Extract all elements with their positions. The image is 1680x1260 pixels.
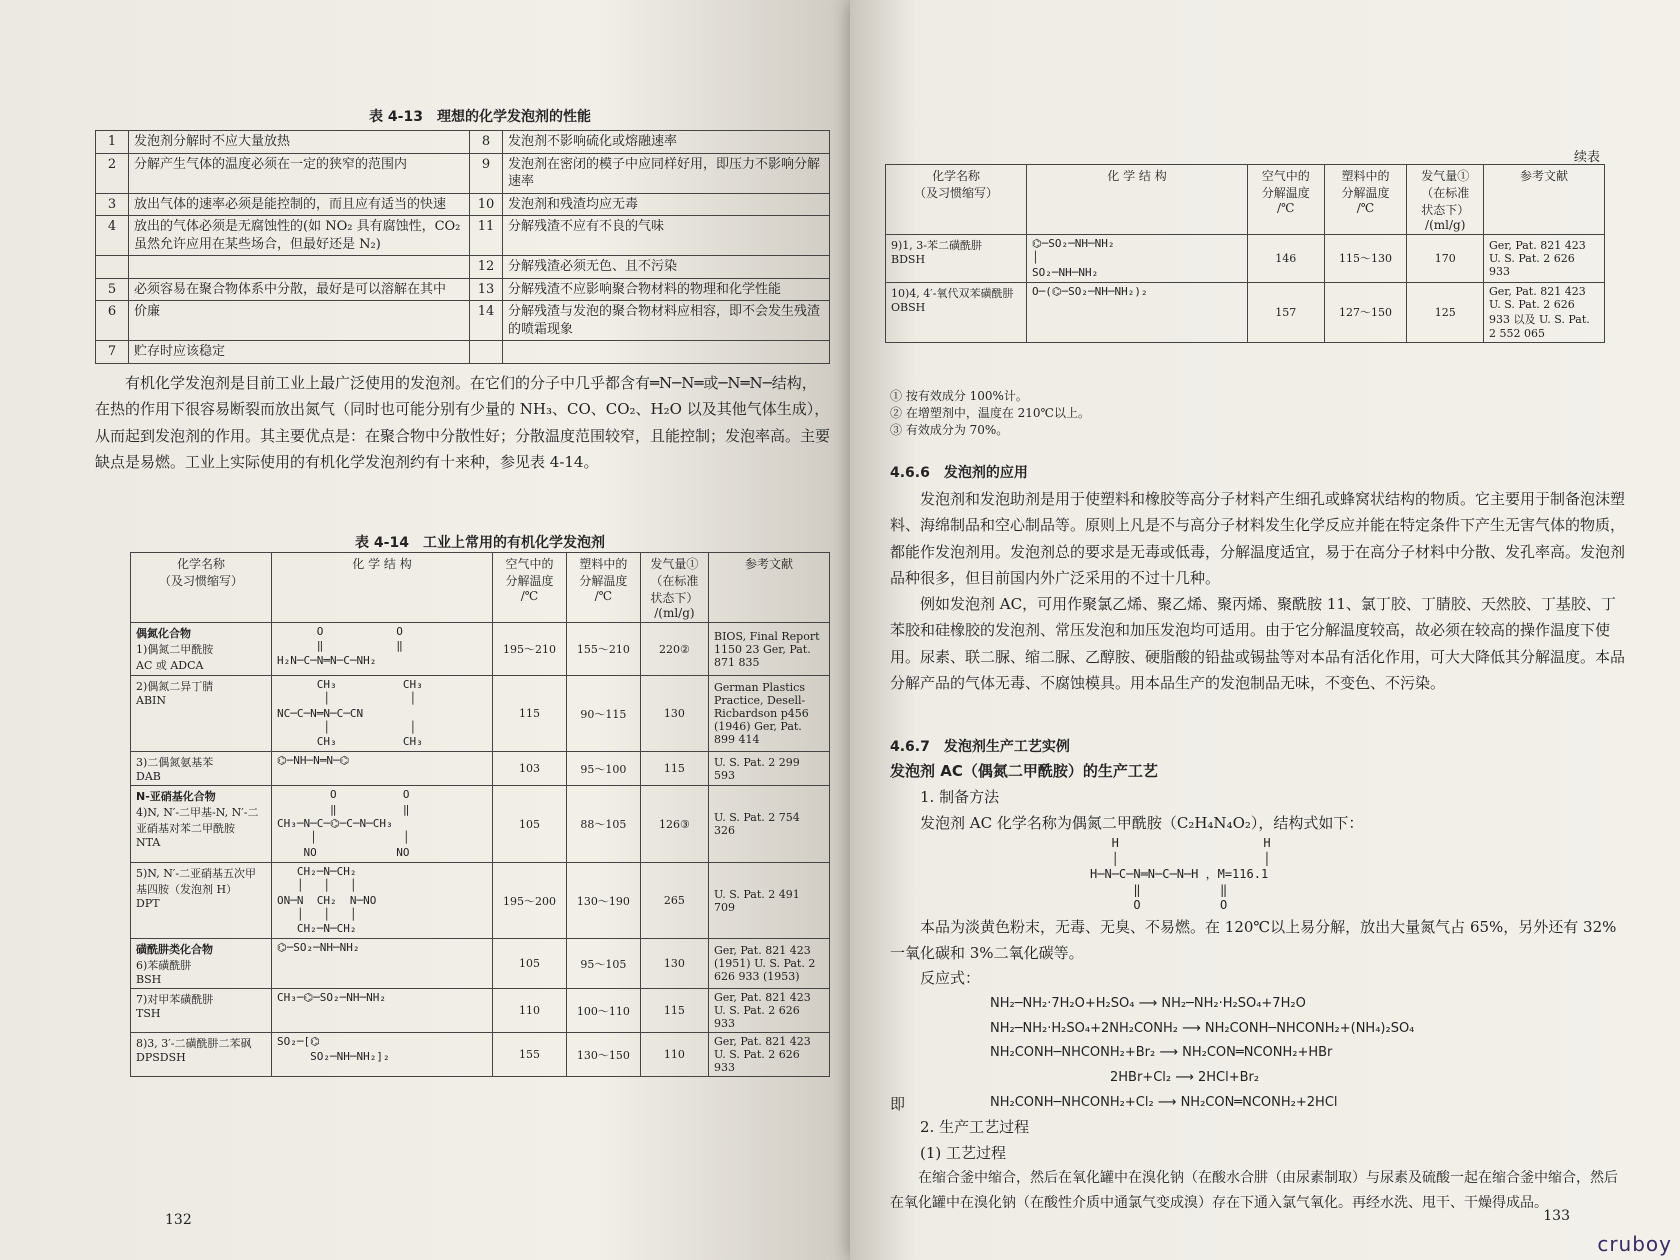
chemical-structure: ⌬─SO₂─NH─NH₂ │ SO₂─NH─NH₂ [1027,235,1248,283]
process-paragraph: 在缩合釜中缩合，然后在氧化罐中在溴化钠（在酸水合肼（由尿素制取）与尿素及硫酸一起在缩合釜中缩合，然后在氧化罐中在溴化钠（在酸性介质中通氯气变成溴）存在下通入氯气氧化。再经水洗、甩干、干燥得成品。 [890,1170,1618,1211]
section-4-6-7 [890,732,1630,1215]
table-4-13-caption: 表 4-13 理想的化学发泡剂的性能 [369,109,591,125]
table-4-13-row [96,301,830,341]
property-text [129,256,470,279]
table-4-13-row [96,341,830,364]
reference: U. S. Pat. 2 491 709 [709,862,830,938]
compound-row [131,939,830,989]
section-4-6-6-heading: 4.6.6 发泡剂的应用 [890,465,1028,481]
chemical-structure: O─(⌬─SO₂─NH─NH₂)₂ [1027,282,1248,342]
column-header: 化学名称 （及习惯缩写） [131,553,272,623]
compound-name: 10)4, 4′-氧代双苯磺酰肼 OBSH [891,286,1014,314]
reference: Ger, Pat. 821 423 U. S. Pat. 2 626 933 [709,1033,830,1077]
plastic-decomposition-temp: 90～115 [566,676,640,752]
property-text: 贮存时应该稳定 [129,341,470,364]
ji-label: 即 [890,1094,906,1113]
chemical-structure: ⌬─SO₂─NH─NH₂ [272,939,493,989]
compound-name: 3)二偶氮氨基苯 DAB [136,756,214,784]
column-header: 参考文献 [709,553,830,623]
note-3: ③ 有效成分为 70%。 [890,422,1009,437]
compound-name-cell [131,939,272,989]
row-number: 8 [470,131,503,154]
ac-structural-formula: H H │ │ H─N─C─N═N─C─N─H ，M=116.1 ‖ ‖ O O [1090,836,1271,913]
chemical-structure: SO₂─[⌬ SO₂─NH─NH₂]₂ [272,1033,493,1077]
column-header: 塑料中的 分解温度 /℃ [1324,165,1407,235]
compound-name: 6)苯磺酰肼 BSH [136,959,192,987]
reference: Ger, Pat. 821 423 U. S. Pat. 2 626 933 [1484,235,1605,283]
property-text: 发泡剂不影响硫化或熔融速率 [503,131,830,154]
chemical-structure: ⌬─NH─N═N─⌬ [272,752,493,786]
compound-name-cell [131,623,272,676]
property-text: 分解残渣不应有不良的气味 [503,216,830,256]
formula-intro: 发泡剂 AC 化学名称为偶氮二甲酰胺（C₂H₄N₄O₂），结构式如下： [920,813,1364,832]
table-4-13-row [96,216,830,256]
column-header: 塑料中的 分解温度 /℃ [566,553,640,623]
property-text: 发泡剂分解时不应大量放热 [129,131,470,154]
plastic-decomposition-temp: 88～105 [566,786,640,862]
reference: U. S. Pat. 2 754 326 [709,786,830,862]
property-text: 放出的气体必须是无腐蚀性的(如 NO₂ 具有腐蚀性，CO₂ 虽然允许应用在某些场合，但最好还是 N₂) [129,216,470,256]
chemical-structure: CH₃─⌬─SO₂─NH─NH₂ [272,989,493,1033]
reference: German Plastics Practice, Desell-Ricbardson p456 (1946) Ger, Pat. 899 414 [709,676,830,752]
column-header: 发气量① （在标准 状态下） /(ml/g) [640,553,708,623]
property-text: 分解产生气体的温度必须在一定的狭窄的范围内 [129,153,470,193]
reaction-label: 反应式： [920,969,981,988]
compound-name-cell [131,752,272,786]
chemical-structure: CH₃ CH₃ │ │ NC─C─N═N─C─CN │ │ CH₃ CH₃ [272,676,493,752]
compound-row [131,676,830,752]
row-number: 1 [96,131,129,154]
process-sub-1: (1) 工艺过程 [920,1143,1007,1162]
gas-volume: 115 [640,989,708,1033]
note-2: ② 在增塑剂中，温度在 210℃以上。 [890,405,1090,420]
gas-volume: 130 [640,939,708,989]
chemical-structure: O O ‖ ‖ H₂N─C─N═N─C─NH₂ [272,623,493,676]
intro-paragraph: 有机化学发泡剂是目前工业上最广泛使用的发泡剂。在它们的分子中几乎都含有═N─N═或─N═N─结构，在热的作用下很容易断裂而放出氮气（同时也可能分别有少量的 NH₃、CO、CO₂、H₂O 以及其他气体生成），从而起到发泡剂的作用。其主要优点是：在聚合物中分散性好；分散温度范围较窄，且能控制；发泡率高。主要缺点是易燃。工业上实际使用的有机化学发泡剂约有十来种，参见表 4-14。 [95,374,831,471]
note-1: ① 按有效成分 100%计。 [890,389,1028,403]
method-title: 1. 制备方法 [920,788,1000,806]
continued-label: 续表 [1573,150,1600,165]
air-decomposition-temp: 110 [493,989,567,1033]
compound-name: 4)N, N′-二甲基-N, N′-二亚硝基对苯二甲酰胺 NTA [136,806,259,850]
properties-paragraph: 本品为淡黄色粉末，无毒、无臭、不易燃。在 120℃以上易分解，放出大量氮气占 65%，另外还有 32%一氧化碳和 3%二氧化碳等。 [890,917,1617,963]
compound-name-cell [131,862,272,938]
property-text: 发泡剂在密闭的模子中应同样好用，即压力不影响分解速率 [503,153,830,193]
compound-row [131,752,830,786]
watermark: cruboy [1597,1232,1672,1256]
reference: U. S. Pat. 2 299 593 [709,752,830,786]
table-4-14-caption: 表 4-14 工业上常用的有机化学发泡剂 [355,535,605,551]
plastic-decomposition-temp: 155～210 [566,623,640,676]
table-4-14 [130,552,830,1077]
air-decomposition-temp: 195～200 [493,862,567,938]
property-text: 发泡剂和残渣均应无毒 [503,193,830,216]
plastic-decomposition-temp: 127～150 [1324,282,1407,342]
gas-volume: 126③ [640,786,708,862]
gas-volume: 130 [640,676,708,752]
compound-category: 偶氮化合物 [136,627,191,640]
plastic-decomposition-temp: 130～190 [566,862,640,938]
equation-4: 2HBr+Cl₂ ⟶ 2HCl+Br₂ [1110,1070,1260,1086]
process-title: 2. 生产工艺过程 [920,1118,1030,1137]
table-4-13-row [96,131,830,154]
compound-row [886,235,1605,283]
row-number: 6 [96,301,129,341]
air-decomposition-temp: 103 [493,752,567,786]
table-4-13-row [96,256,830,279]
equation-5: NH₂CONH─NHCONH₂+Cl₂ ⟶ NH₂CON═NCONH₂+2HCl [990,1094,1338,1110]
property-text: 放出气体的速率必须是能控制的，而且应有适当的快速 [129,193,470,216]
row-number: 9 [470,153,503,193]
gas-volume: 115 [640,752,708,786]
column-header: 化 学 结 构 [272,553,493,623]
ac-process-subheading: 发泡剂 AC（偶氮二甲酰胺）的生产工艺 [890,762,1158,780]
gas-volume: 220② [640,623,708,676]
air-decomposition-temp: 195～210 [493,623,567,676]
reference: Ger, Pat. 821 423 (1951) U. S. Pat. 2 626 933 (1953) [709,939,830,989]
reference: Ger, Pat. 821 423 U. S. Pat. 2 626 933 以及 U. S. Pat. 2 552 065 [1484,282,1605,342]
section-4-6-6-para-2: 例如发泡剂 AC，可用作聚氯乙烯、聚乙烯、聚丙烯、聚酰胺 11、氯丁胶、丁腈胶、天然胶、丁基胶、丁苯胶和硅橡胶的发泡剂、常压发泡和加压发泡均可适用。由于它分解温度较高，故必须在较高的操作温度下使用。尿素、联二脲、缩二脲、乙醇胺、硬脂酸的铅盐或锡盐等对本品有活化作用，可大大降低其分解温度。本品分解产品的气体无毒、不腐蚀模具。用本品生产的发泡制品无味，不变色、不污染。 [890,595,1626,692]
property-text: 分解残渣不应影响聚合物材料的物理和化学性能 [503,278,830,301]
column-header: 空气中的 分解温度 /℃ [493,553,567,623]
compound-name: 8)3, 3′-二磺酰肼二苯砜 DPSDSH [136,1037,252,1065]
column-header: 化学名称 （及习惯缩写） [886,165,1027,235]
chemical-structure: O O ‖ ‖ CH₃─N─C─⌬─C─N─CH₃ │ │ NO NO [272,786,493,862]
compound-name: 2)偶氮二异丁腈 ABIN [136,680,214,707]
compound-name: 9)1, 3-苯二磺酰肼 BDSH [891,239,982,266]
compound-row [131,862,830,938]
column-header: 参考文献 [1484,165,1605,235]
gas-volume: 125 [1407,282,1484,342]
row-number: 10 [470,193,503,216]
gas-volume: 265 [640,862,708,938]
reaction-equations [990,992,1630,1091]
section-4-6-6 [890,458,1630,696]
table-4-13 [95,130,830,364]
column-header: 化 学 结 构 [1027,165,1248,235]
row-number: 12 [470,256,503,279]
compound-name-cell [131,989,272,1033]
plastic-decomposition-temp: 130～150 [566,1033,640,1077]
compound-name-cell [886,282,1027,342]
compound-name-cell [131,1033,272,1077]
row-number [470,341,503,364]
compound-row [131,1033,830,1077]
table-4-13-row [96,153,830,193]
air-decomposition-temp: 157 [1248,282,1325,342]
property-text: 分解残渣必须无色、且不污染 [503,256,830,279]
table-4-13-row [96,278,830,301]
section-4-6-7-heading: 4.6.7 发泡剂生产工艺实例 [890,739,1070,755]
compound-category: 磺酰肼类化合物 [136,943,213,957]
compound-row [886,282,1605,342]
compound-name-cell [131,676,272,752]
table-notes [890,388,1390,438]
row-number: 3 [96,193,129,216]
page-number-right: 133 [1543,1208,1570,1224]
column-header: 空气中的 分解温度 /℃ [1248,165,1325,235]
section-4-6-6-para-1: 发泡剂和发泡助剂是用于使塑料和橡胶等高分子材料产生细孔或蜂窝状结构的物质。它主要用于制备泡沫塑料、海绵制品和空心制品等。原则上凡是不与高分子材料发生化学反应并能在特定条件下产生无害气体的物质，都能作发泡剂用。发泡剂总的要求是无毒或低毒，分解温度适宜，易于在高分子材料中分散、发孔率高。发泡剂品种很多，但目前国内外广泛采用的不过十几种。 [890,490,1626,587]
gas-volume: 170 [1407,235,1484,283]
air-decomposition-temp: 146 [1248,235,1325,283]
right-page [850,0,1680,1260]
reference: BIOS, Final Report 1150 23 Ger, Pat. 871 835 [709,623,830,676]
chemical-structure: CH₂─N─CH₂ │ │ │ ON─N CH₂ N─NO │ │ │ CH₂─N─CH₂ [272,862,493,938]
air-decomposition-temp: 115 [493,676,567,752]
table-4-13-row [96,193,830,216]
plastic-decomposition-temp: 95～105 [566,939,640,989]
equation-2: NH₂─NH₂·H₂SO₄+2NH₂CONH₂ ⟶ NH₂CONH─NHCONH₂+(NH₄)₂SO₄ [990,1020,1415,1036]
plastic-decomposition-temp: 95～100 [566,752,640,786]
compound-name: 1)偶氮二甲酰胺 AC 或 ADCA [136,643,214,672]
row-number: 11 [470,216,503,256]
row-number: 14 [470,301,503,341]
page-number-left: 132 [165,1212,192,1228]
compound-row [131,786,830,862]
row-number: 13 [470,278,503,301]
plastic-decomposition-temp: 115～130 [1324,235,1407,283]
row-number: 2 [96,153,129,193]
gas-volume: 110 [640,1033,708,1077]
compound-name-cell [886,235,1027,283]
row-number [96,256,129,279]
plastic-decomposition-temp: 100～110 [566,989,640,1033]
reference: Ger, Pat. 821 423 U. S. Pat. 2 626 933 [709,989,830,1033]
property-text: 价廉 [129,301,470,341]
table-4-14-continued [885,164,1605,343]
column-header: 发气量① （在标准 状态下） /(ml/g) [1407,165,1484,235]
row-number: 5 [96,278,129,301]
compound-name: 7)对甲苯磺酰肼 TSH [136,993,214,1021]
compound-row [131,989,830,1033]
property-text: 分解残渣与发泡的聚合物材料应相容，即不会发生残渣的喷霜现象 [503,301,830,341]
property-text: 必须容易在聚合物体系中分散，最好是可以溶解在其中 [129,278,470,301]
air-decomposition-temp: 105 [493,786,567,862]
compound-category: N-亚硝基化合物 [136,790,216,804]
property-text [503,341,830,364]
row-number: 4 [96,216,129,256]
row-number: 7 [96,341,129,364]
air-decomposition-temp: 105 [493,939,567,989]
air-decomposition-temp: 155 [493,1033,567,1077]
equation-3: NH₂CONH─NHCONH₂+Br₂ ⟶ NH₂CON═NCONH₂+HBr [990,1045,1333,1061]
compound-row [131,623,830,676]
equation-1: NH₂─NH₂·7H₂O+H₂SO₄ ⟶ NH₂─NH₂·H₂SO₄+7H₂O [990,995,1306,1011]
compound-name-cell [131,786,272,862]
compound-name: 5)N, N′-二亚硝基五次甲基四胺（发泡剂 H） DPT [136,866,257,910]
